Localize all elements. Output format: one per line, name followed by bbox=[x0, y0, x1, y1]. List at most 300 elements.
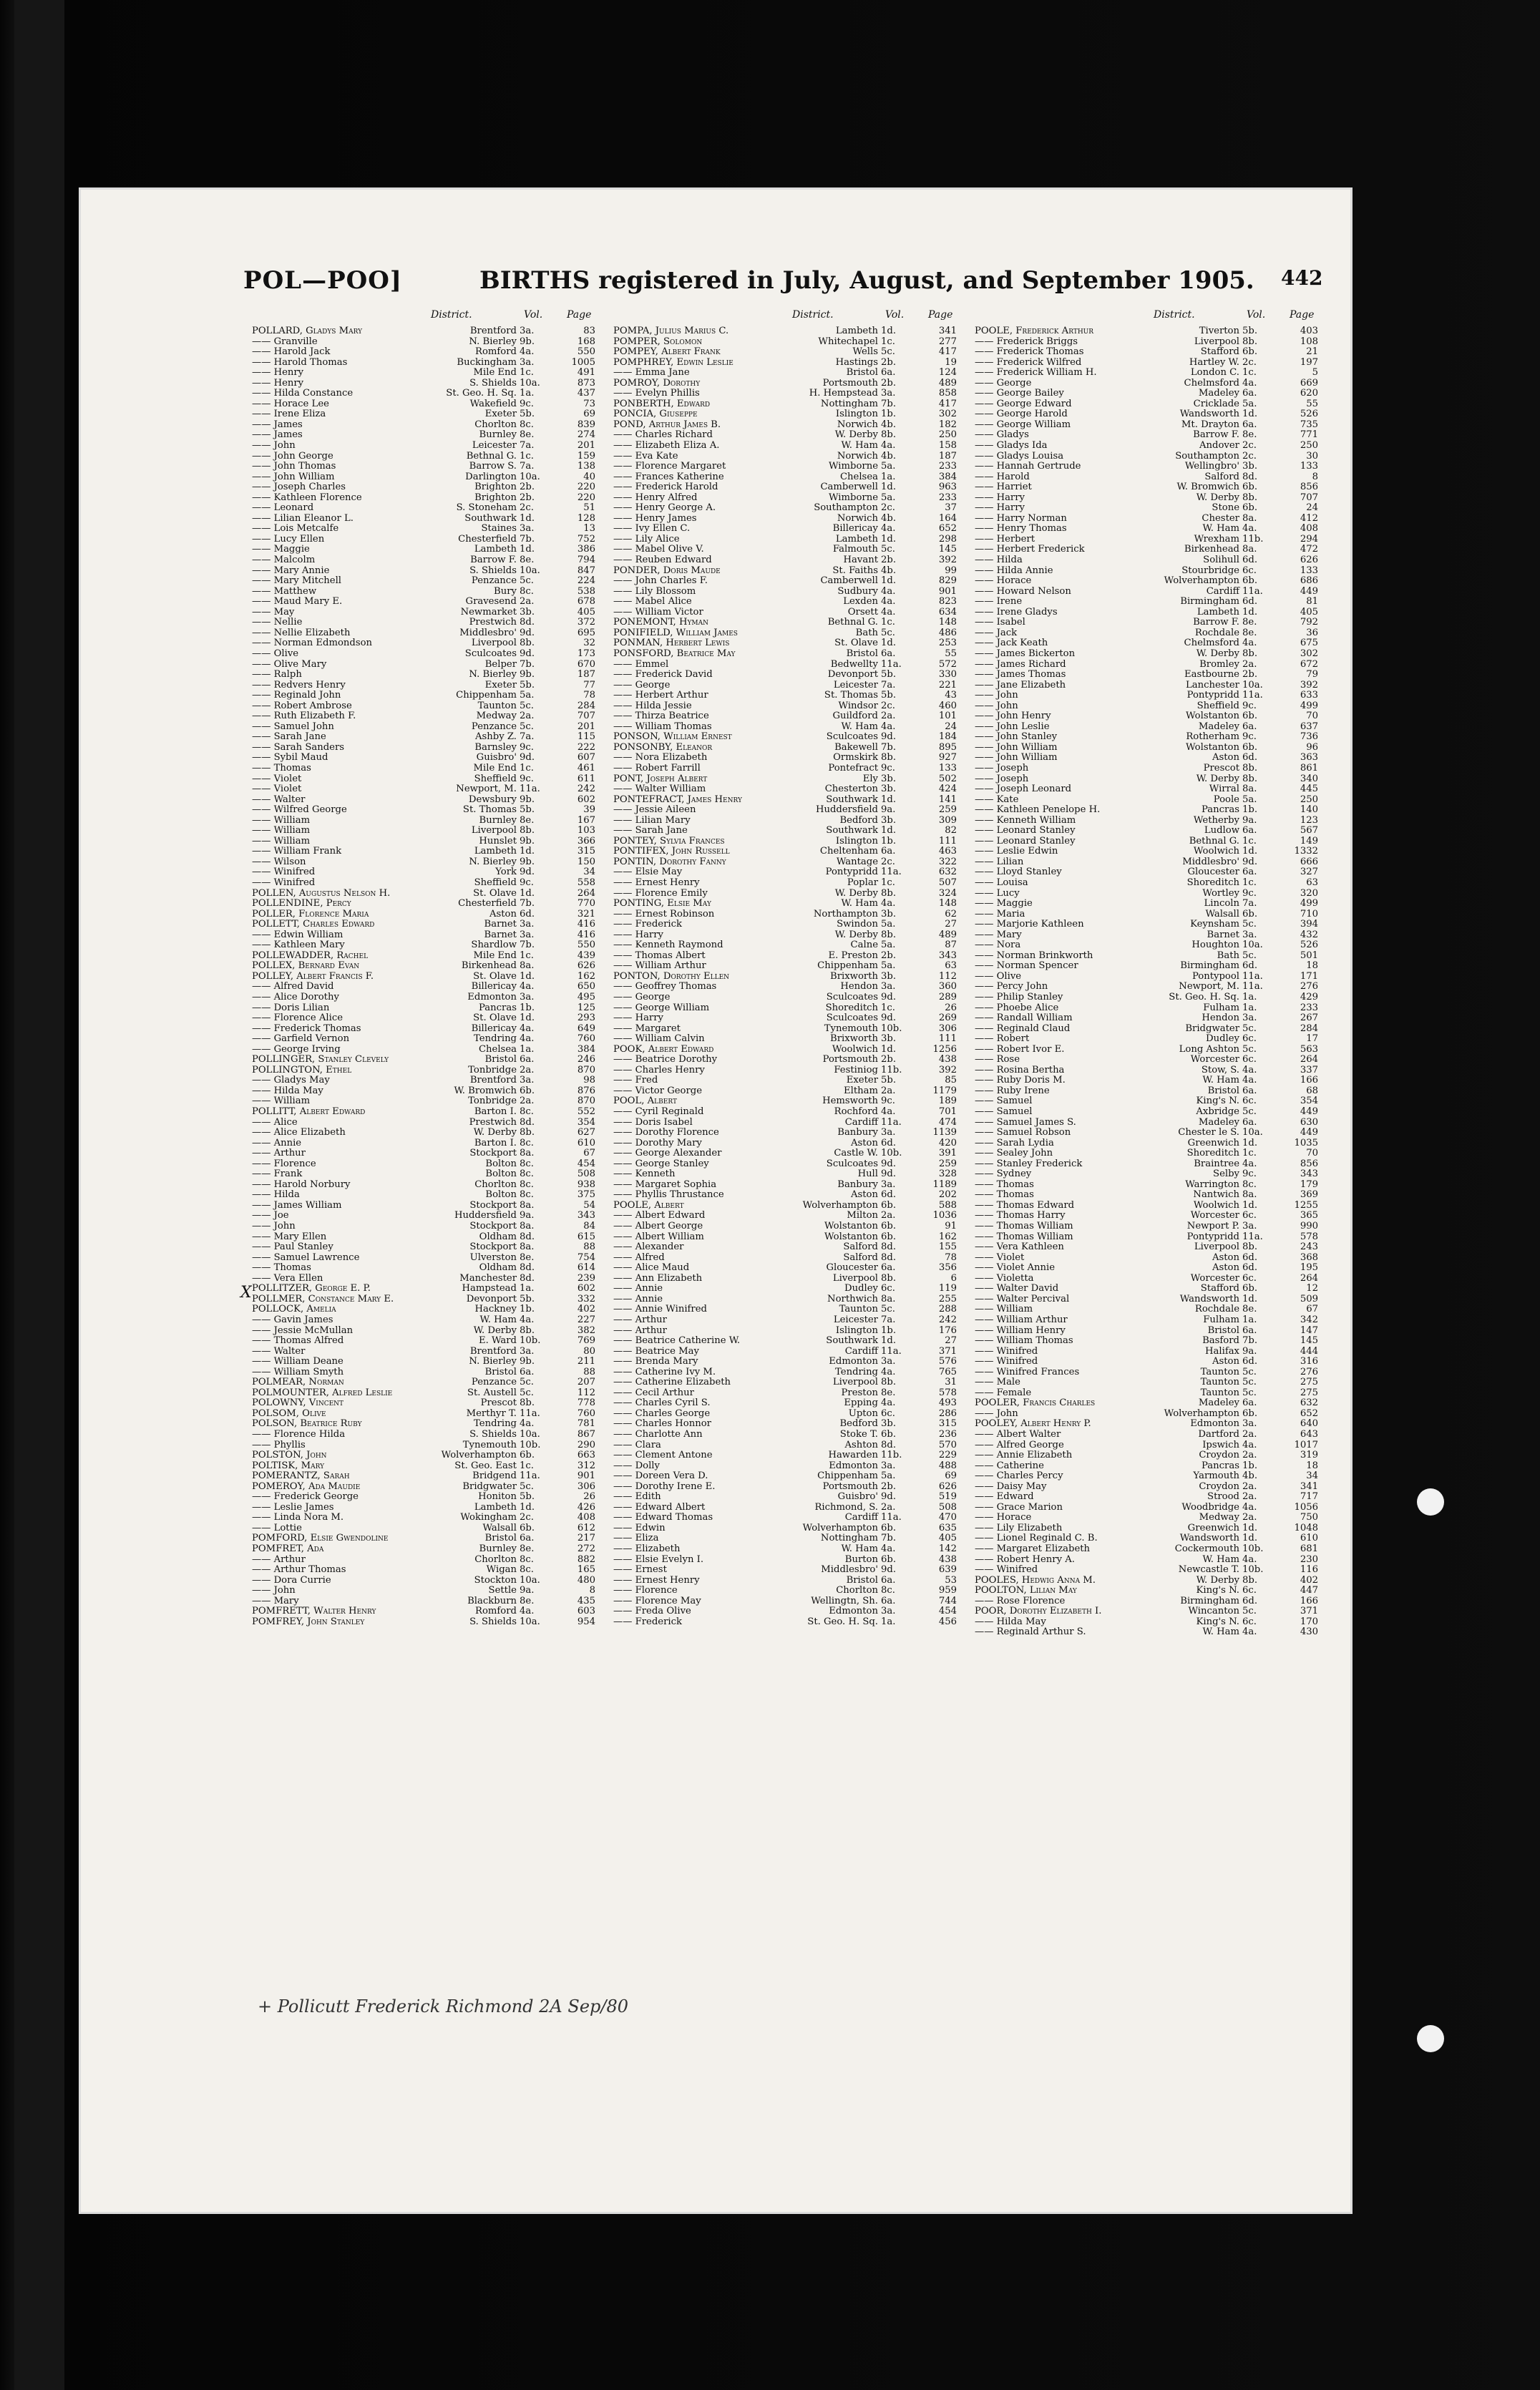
entry-district: Croydon bbox=[1199, 1450, 1239, 1461]
entry-page: 220 bbox=[577, 492, 595, 503]
entry-district: Bristol bbox=[484, 1055, 517, 1065]
index-entry bbox=[975, 1419, 1318, 1430]
entry-name: POLSOM, Olive bbox=[252, 1408, 326, 1419]
entry-page: 87 bbox=[945, 940, 957, 951]
entry-volume: 2b. bbox=[881, 950, 897, 961]
entry-volume: 11a. bbox=[520, 784, 540, 795]
entry-page: 588 bbox=[938, 1200, 957, 1211]
index-entry bbox=[975, 1096, 1318, 1107]
entry-page: 578 bbox=[938, 1387, 957, 1398]
entry-name: PONTIFEX, John Russell bbox=[613, 847, 730, 857]
entry-volume: 9d. bbox=[881, 992, 897, 1003]
index-entry bbox=[975, 1440, 1318, 1451]
entry-volume: 4a. bbox=[520, 1606, 535, 1617]
index-entry bbox=[613, 1242, 957, 1253]
entry-name: —— Frank bbox=[252, 1169, 303, 1180]
entry-district: Barrow S. bbox=[469, 462, 517, 472]
entry-district: Bromley bbox=[1199, 659, 1239, 670]
entry-district: Lambeth bbox=[474, 545, 517, 555]
entry-name: —— Jack bbox=[975, 628, 1018, 638]
index-entry bbox=[975, 1367, 1318, 1378]
punch-hole-icon bbox=[1417, 1488, 1444, 1516]
entry-volume: 3a. bbox=[881, 982, 896, 992]
entry-volume: 5a. bbox=[1242, 399, 1257, 409]
index-entry bbox=[252, 1576, 595, 1586]
entry-name: —— May bbox=[252, 607, 295, 618]
index-entry bbox=[613, 889, 957, 899]
index-entry bbox=[975, 1159, 1318, 1170]
entry-name: —— George Alexander bbox=[613, 1148, 722, 1159]
index-entry bbox=[975, 368, 1318, 379]
index-entry bbox=[613, 1471, 957, 1482]
entry-name: POLOWNY, Vincent bbox=[252, 1398, 344, 1409]
entry-volume: 7a. bbox=[520, 462, 535, 472]
index-entry bbox=[252, 1523, 595, 1534]
entry-district: St. Olave bbox=[473, 888, 517, 899]
entry-district: Sculcoates bbox=[826, 1013, 878, 1024]
entry-name: POMEROY, Ada Maudie bbox=[252, 1481, 361, 1492]
entry-volume: 3a. bbox=[520, 357, 535, 368]
entry-volume: 2a. bbox=[520, 597, 535, 608]
entry-district: Northwich bbox=[827, 1294, 878, 1304]
entry-name: —— Elizabeth Eliza A. bbox=[613, 441, 720, 452]
index-entry bbox=[252, 1430, 595, 1440]
entry-volume: 6b. bbox=[881, 1523, 897, 1533]
entry-volume: 1d. bbox=[1242, 1200, 1258, 1211]
entry-district: Chippenham bbox=[817, 1471, 878, 1482]
entry-volume: 4a. bbox=[1242, 524, 1257, 535]
entry-name: —— William Calvin bbox=[613, 1034, 705, 1045]
entry-name: —— Leslie James bbox=[252, 1502, 334, 1513]
entry-district: W. Derby bbox=[1196, 492, 1239, 503]
entry-name: —— Sealey John bbox=[975, 1148, 1053, 1159]
index-entry bbox=[613, 1003, 957, 1014]
entry-district: Madeley bbox=[1198, 1398, 1239, 1409]
index-entry bbox=[975, 1148, 1318, 1159]
entry-name: —— Alfred George bbox=[975, 1440, 1064, 1450]
entry-page: 669 bbox=[1300, 378, 1318, 389]
entry-volume: 3b. bbox=[881, 971, 897, 982]
entry-page: 717 bbox=[1300, 1492, 1318, 1503]
entry-district: Bolton bbox=[485, 1159, 517, 1169]
entry-volume: 1d. bbox=[881, 482, 897, 493]
entry-page: 1255 bbox=[1294, 1200, 1318, 1211]
entry-page: 449 bbox=[1300, 1128, 1318, 1138]
entry-page: 264 bbox=[1300, 1273, 1318, 1284]
entry-district: Cardiff bbox=[844, 1117, 878, 1128]
index-entry bbox=[252, 347, 595, 358]
entry-volume: 6a. bbox=[1242, 1086, 1257, 1096]
index-entry bbox=[252, 732, 595, 743]
entry-name: —— Maria bbox=[975, 909, 1025, 920]
entry-volume: 8e. bbox=[1242, 618, 1257, 628]
entry-page: 901 bbox=[577, 1471, 595, 1482]
entry-district: Lambeth bbox=[474, 1502, 517, 1513]
entry-district: Greenwich bbox=[1187, 1138, 1239, 1148]
entry-page: 233 bbox=[938, 462, 957, 472]
index-entry bbox=[613, 1128, 957, 1138]
index-entry bbox=[613, 399, 957, 410]
entry-page: 255 bbox=[938, 1294, 957, 1304]
index-entry bbox=[613, 982, 957, 992]
entry-name: —— Ivy Ellen C. bbox=[613, 524, 691, 535]
entry-volume: 7b. bbox=[520, 940, 535, 951]
entry-page: 13 bbox=[583, 524, 595, 535]
index-entry bbox=[252, 1148, 595, 1159]
entry-name: —— John William bbox=[252, 472, 335, 482]
entry-district: Nottingham bbox=[820, 1533, 878, 1544]
index-entry bbox=[975, 1606, 1318, 1617]
entry-name: —— Philip Stanley bbox=[975, 992, 1063, 1003]
entry-district: Brentford bbox=[469, 326, 517, 336]
entry-name: —— Catherine bbox=[975, 1460, 1044, 1471]
entry-volume: 1d. bbox=[520, 971, 535, 982]
index-entry bbox=[252, 847, 595, 857]
entry-name: POLLITT, Albert Edward bbox=[252, 1107, 366, 1118]
entry-volume: 9c. bbox=[520, 774, 534, 784]
entry-page: 823 bbox=[938, 597, 957, 608]
index-entry bbox=[975, 784, 1318, 795]
entry-name: POLLENDINE, Percy bbox=[252, 899, 351, 909]
entry-name: —— Sydney bbox=[975, 1169, 1032, 1180]
entry-page: 341 bbox=[1300, 1481, 1318, 1492]
entry-volume: 6b. bbox=[520, 1086, 535, 1096]
entry-volume: 8d. bbox=[1242, 472, 1258, 482]
entry-name: —— Alfred David bbox=[252, 982, 334, 992]
entry-district: Salford bbox=[843, 1252, 878, 1263]
entry-volume: 3a. bbox=[1242, 1221, 1257, 1232]
entry-name: —— Arthur Thomas bbox=[252, 1565, 346, 1576]
index-entry bbox=[252, 889, 595, 899]
entry-district: Stafford bbox=[1200, 1284, 1239, 1294]
entry-name: POND, Arthur James B. bbox=[613, 419, 721, 430]
entry-district: W. Derby bbox=[1196, 774, 1239, 784]
entry-page: 32 bbox=[583, 638, 595, 649]
entry-district: Southwark bbox=[826, 1336, 878, 1347]
index-entry bbox=[613, 732, 957, 743]
entry-page: 474 bbox=[938, 1117, 957, 1128]
entry-name: —— George Stanley bbox=[613, 1159, 709, 1169]
entry-district: Burnley bbox=[479, 430, 517, 441]
index-entry bbox=[613, 670, 957, 681]
index-entry bbox=[975, 972, 1318, 982]
entry-name: —— Kathleen Penelope H. bbox=[975, 805, 1101, 816]
entry-name: —— George William bbox=[613, 1003, 710, 1013]
index-entry bbox=[975, 462, 1318, 472]
entry-name: POMPEY, Albert Frank bbox=[613, 347, 721, 358]
index-entry bbox=[252, 1253, 595, 1264]
entry-name: —— James Bickerton bbox=[975, 648, 1076, 659]
entry-name: PONIFIELD, William James bbox=[613, 628, 738, 638]
entry-page: 578 bbox=[1300, 1231, 1318, 1242]
entry-page: 233 bbox=[1300, 1003, 1318, 1013]
index-entry bbox=[975, 722, 1318, 733]
entry-page: 603 bbox=[577, 1606, 595, 1617]
entry-volume: 2b. bbox=[881, 1481, 897, 1492]
entry-page: 239 bbox=[577, 1273, 595, 1284]
entry-page: 412 bbox=[1300, 513, 1318, 524]
entry-page: 437 bbox=[577, 389, 595, 399]
entry-district: Sculcoates bbox=[826, 992, 878, 1003]
entry-volume: 6b. bbox=[1242, 909, 1258, 920]
index-entry bbox=[975, 1315, 1318, 1326]
entry-page: 371 bbox=[938, 1346, 957, 1357]
entry-name: POMPER, Solomon bbox=[613, 336, 703, 347]
entry-volume: 3a. bbox=[1242, 1419, 1257, 1430]
index-entry bbox=[975, 1377, 1318, 1388]
index-entry bbox=[975, 1576, 1318, 1586]
index-entry bbox=[252, 1586, 595, 1596]
entry-page: 294 bbox=[1300, 534, 1318, 545]
index-entry bbox=[252, 420, 595, 431]
entry-district: Stockport bbox=[469, 1242, 517, 1253]
index-entry bbox=[975, 1274, 1318, 1284]
entry-name: —— Mabel Olive V. bbox=[613, 545, 704, 555]
entry-page: 570 bbox=[938, 1440, 957, 1450]
entry-name: PONDER, Doris Maude bbox=[613, 565, 721, 576]
index-entry bbox=[613, 409, 957, 420]
entry-name: —— Annie bbox=[613, 1294, 663, 1304]
entry-volume: 3a. bbox=[520, 920, 535, 930]
entry-district: Cockermouth bbox=[1174, 1543, 1239, 1554]
index-entry bbox=[613, 597, 957, 608]
entry-page: 375 bbox=[577, 1190, 595, 1201]
entry-district: Wolstanton bbox=[824, 1231, 878, 1242]
index-entry bbox=[252, 1419, 595, 1430]
entry-page: 963 bbox=[938, 482, 957, 493]
entry-page: 315 bbox=[577, 847, 595, 857]
entry-page: 315 bbox=[938, 1419, 957, 1430]
entry-district: Norwich bbox=[837, 451, 878, 462]
entry-district: Taunton bbox=[1200, 1387, 1239, 1398]
entry-volume: 1c. bbox=[1242, 1148, 1257, 1159]
entry-page: 610 bbox=[1300, 1533, 1318, 1544]
index-entry bbox=[975, 660, 1318, 670]
index-entry bbox=[252, 1221, 595, 1232]
index-entry bbox=[975, 1347, 1318, 1357]
entry-volume: 1c. bbox=[520, 950, 534, 961]
index-entry bbox=[252, 805, 595, 816]
entry-page: 27 bbox=[945, 920, 957, 930]
entry-volume: 5b. bbox=[881, 1076, 897, 1086]
index-entry bbox=[252, 1357, 595, 1367]
entry-volume: 5c. bbox=[1242, 1606, 1257, 1617]
entry-name: —— John George bbox=[252, 451, 333, 462]
entry-page: 552 bbox=[577, 1107, 595, 1118]
entry-volume: 3a. bbox=[1242, 930, 1257, 940]
entry-name: —— William Smyth bbox=[252, 1367, 344, 1377]
index-entry bbox=[252, 452, 595, 462]
entry-district: Newport P. bbox=[1186, 1221, 1239, 1232]
entry-name: —— Gladys Louisa bbox=[975, 451, 1064, 462]
entry-volume: 6d. bbox=[1242, 753, 1258, 764]
entry-volume: 9a. bbox=[881, 805, 896, 816]
index-entry bbox=[252, 368, 595, 379]
entry-page: 62 bbox=[945, 909, 957, 920]
entry-volume: 3a. bbox=[520, 524, 535, 535]
entry-district: W. Ham bbox=[479, 1314, 517, 1325]
entry-page: 386 bbox=[577, 545, 595, 555]
entry-district: W. Ham bbox=[1202, 1554, 1239, 1565]
entry-volume: 11b. bbox=[881, 1450, 902, 1461]
entry-volume: 3a. bbox=[1242, 1013, 1257, 1024]
index-entry bbox=[975, 1284, 1318, 1294]
entry-volume: 2b. bbox=[520, 492, 535, 503]
entry-page: 150 bbox=[577, 857, 595, 867]
index-entry bbox=[613, 524, 957, 535]
entry-volume: 9b. bbox=[520, 794, 535, 805]
index-entry bbox=[975, 379, 1318, 389]
entry-district: Prescot bbox=[1203, 763, 1239, 774]
entry-district: H. Hempstead bbox=[809, 389, 878, 399]
entry-page: 227 bbox=[577, 1314, 595, 1325]
index-entry bbox=[613, 1596, 957, 1607]
entry-volume: 4a. bbox=[520, 1419, 535, 1430]
index-entry bbox=[252, 649, 595, 660]
index-entry bbox=[613, 1086, 957, 1097]
entry-district: Penzance bbox=[471, 576, 517, 587]
entry-name: —— Rose Florence bbox=[975, 1596, 1066, 1606]
entry-name: —— Frederick Thomas bbox=[975, 347, 1084, 358]
entry-volume: 5b. bbox=[520, 680, 535, 691]
entry-page: 63 bbox=[1306, 877, 1318, 888]
entry-page: 27 bbox=[945, 1336, 957, 1347]
index-entry bbox=[975, 1555, 1318, 1566]
index-entry bbox=[975, 961, 1318, 972]
index-entry bbox=[252, 1513, 595, 1523]
index-entry bbox=[975, 1013, 1318, 1024]
entry-page: 493 bbox=[938, 1398, 957, 1409]
entry-volume: 3a. bbox=[881, 1357, 896, 1367]
entry-name: —— William Deane bbox=[252, 1357, 343, 1367]
entry-name: —— Beatrice Catherine W. bbox=[613, 1336, 741, 1347]
index-entry bbox=[613, 535, 957, 545]
entry-name: —— Beatrice Dorothy bbox=[613, 1055, 718, 1065]
index-entry bbox=[252, 816, 595, 826]
entry-name: POOLEY, Albert Henry P. bbox=[975, 1419, 1091, 1430]
entry-name: —— Hilda Constance bbox=[252, 389, 354, 399]
entry-district: Birmingham bbox=[1180, 1596, 1239, 1606]
entry-district: Portsmouth bbox=[822, 1481, 878, 1492]
entry-volume: 3b. bbox=[881, 1034, 897, 1045]
index-entry bbox=[975, 1201, 1318, 1211]
entry-district: Islington bbox=[835, 1325, 878, 1336]
entry-page: 405 bbox=[938, 1533, 957, 1544]
entry-page: 26 bbox=[945, 1003, 957, 1013]
entry-name: —— Granville bbox=[252, 336, 318, 347]
entry-page: 710 bbox=[1300, 909, 1318, 920]
entry-volume: 6a. bbox=[881, 847, 896, 857]
entry-volume: 6d. bbox=[1242, 597, 1258, 608]
entry-volume: 8e. bbox=[520, 430, 535, 441]
entry-district: Wokingham bbox=[460, 1513, 517, 1523]
index-entry bbox=[252, 1388, 595, 1399]
index-entry bbox=[613, 503, 957, 514]
index-entry bbox=[613, 368, 957, 379]
index-entry bbox=[252, 618, 595, 628]
index-entry bbox=[252, 826, 595, 836]
entry-page: 760 bbox=[577, 1034, 595, 1045]
entry-district: Bristol bbox=[846, 648, 878, 659]
entry-volume: 8c. bbox=[520, 1554, 534, 1565]
entry-volume: 10b. bbox=[1242, 1543, 1264, 1554]
film-strip bbox=[14, 0, 64, 2390]
entry-district: Wandsworth bbox=[1179, 409, 1239, 420]
entry-volume: 4a. bbox=[1242, 1159, 1257, 1169]
entry-volume: 8a. bbox=[520, 1148, 535, 1159]
entry-district: Walsall bbox=[482, 1523, 517, 1533]
entry-page: 447 bbox=[1300, 1586, 1318, 1596]
index-entry bbox=[613, 1294, 957, 1305]
entry-district: Liverpool bbox=[1194, 336, 1239, 347]
entry-page: 253 bbox=[938, 638, 957, 649]
entry-page: 264 bbox=[577, 888, 595, 899]
entry-page: 63 bbox=[945, 961, 957, 972]
entry-name: —— Robert Farrill bbox=[613, 763, 701, 774]
index-entry bbox=[613, 992, 957, 1003]
entry-name: —— Alice Dorothy bbox=[252, 992, 339, 1003]
entry-name: —— Annie Winifred bbox=[613, 1304, 707, 1315]
entry-district: Rochford bbox=[834, 1107, 878, 1118]
entry-page: 602 bbox=[577, 794, 595, 805]
entry-page: 176 bbox=[938, 1325, 957, 1336]
entry-district: Stockport bbox=[469, 1221, 517, 1232]
entry-district: Rotherham bbox=[1186, 732, 1239, 743]
entry-page: 558 bbox=[577, 877, 595, 888]
entry-name: —— Female bbox=[975, 1387, 1032, 1398]
entry-name: —— Evelyn Phillis bbox=[613, 389, 700, 399]
entry-name: —— John bbox=[252, 441, 296, 452]
entry-volume: 5a. bbox=[1242, 794, 1257, 805]
index-entry bbox=[975, 992, 1318, 1003]
entry-name: —— Sarah Jane bbox=[613, 826, 688, 836]
entry-page: 274 bbox=[577, 430, 595, 441]
index-entry bbox=[613, 1606, 957, 1617]
entry-page: 276 bbox=[1300, 1367, 1318, 1377]
entry-name: —— William bbox=[252, 815, 311, 826]
entry-name: —— Hilda bbox=[252, 1190, 300, 1201]
entry-volume: 8b. bbox=[1242, 336, 1258, 347]
index-entry bbox=[975, 358, 1318, 369]
index-entry bbox=[613, 1013, 957, 1024]
index-entry bbox=[613, 608, 957, 618]
entry-name: —— William Arthur bbox=[613, 961, 706, 972]
index-entry bbox=[252, 660, 595, 670]
entry-district: Bedford bbox=[839, 1419, 878, 1430]
entry-page: 236 bbox=[938, 1429, 957, 1440]
entry-name: —— Jack Keath bbox=[975, 638, 1048, 649]
entry-volume: 1a. bbox=[520, 1044, 535, 1055]
entry-name: —— Thomas bbox=[252, 763, 311, 774]
entry-name: —— Freda Olive bbox=[613, 1606, 691, 1617]
entry-name: POOK, Albert Edward bbox=[613, 1044, 714, 1055]
entry-page: 70 bbox=[1306, 1148, 1318, 1159]
entry-district: Leicester bbox=[833, 1314, 878, 1325]
entry-page: 643 bbox=[1300, 1429, 1318, 1440]
entry-volume: 4a. bbox=[1242, 1076, 1257, 1086]
index-entry bbox=[613, 847, 957, 857]
entry-name: —— James William bbox=[252, 1200, 342, 1211]
entry-page: 630 bbox=[1300, 1117, 1318, 1128]
entry-volume: 6b. bbox=[520, 1450, 535, 1461]
entry-name: —— Joseph Leonard bbox=[975, 784, 1072, 795]
entry-district: E. Preston bbox=[828, 950, 878, 961]
entry-volume: 2a. bbox=[520, 1096, 535, 1107]
entry-name: —— Thomas Harry bbox=[975, 1211, 1066, 1221]
entry-volume: 9d. bbox=[520, 628, 535, 638]
entry-volume: 9a. bbox=[520, 1211, 535, 1221]
entry-name: —— Lionel Reginald C. B. bbox=[975, 1533, 1098, 1544]
